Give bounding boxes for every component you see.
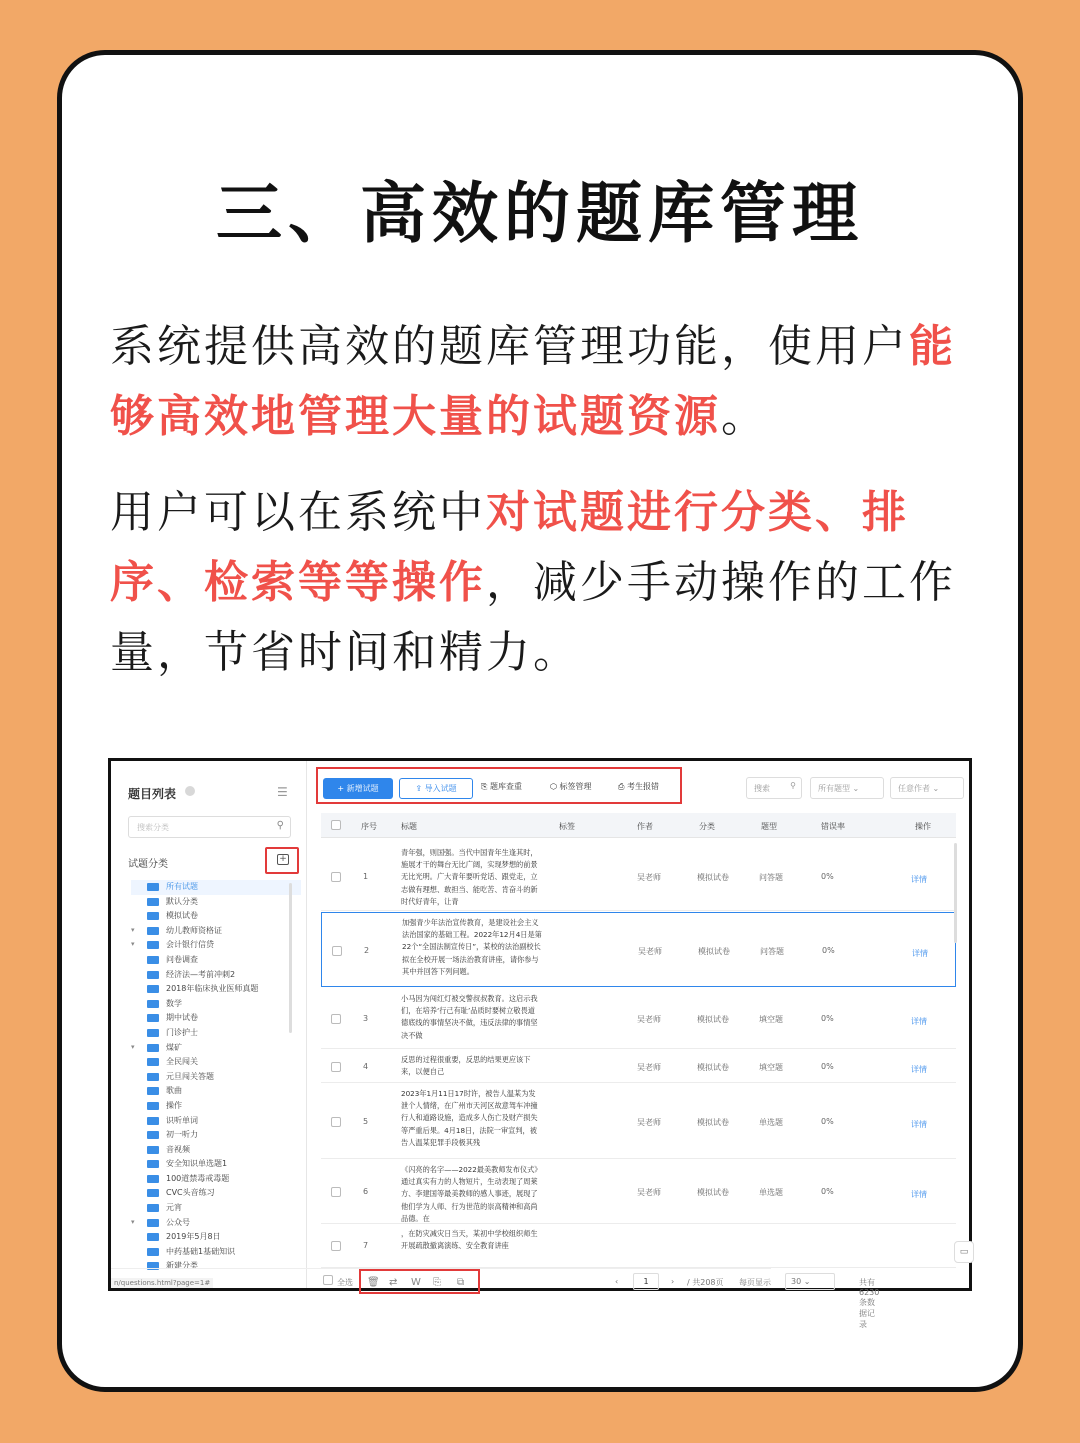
row-detail-link[interactable]: 详情	[911, 1190, 927, 1199]
add-category-button[interactable]	[265, 847, 299, 874]
table-row[interactable]	[321, 912, 956, 987]
total-records: 共有 6230 条数据记录	[859, 1278, 880, 1329]
add-question-button[interactable]: + 新增试题	[323, 778, 393, 799]
row-checkbox[interactable]	[331, 1187, 341, 1197]
header-action: 操作	[915, 822, 931, 831]
tree-item[interactable]	[131, 924, 301, 939]
intro-end: 。	[721, 391, 768, 442]
row-detail-link[interactable]: 详情	[911, 1065, 927, 1074]
tree-item-label: 所有试题	[166, 882, 198, 891]
folder-icon	[147, 927, 159, 935]
row-title[interactable]: 2023年1月11日17时许，被告人温某为发泄个人情绪，在广州市天河区故意驾车冲撞行人和道路设施，造成多人伤亡及财产损失等严重后果。4月18日，法院一审宣判，被告人温某犯罪手段极其残	[401, 1089, 538, 1147]
folder-icon	[147, 956, 159, 964]
main-panel	[316, 761, 969, 1288]
row-index: 3	[363, 1014, 369, 1023]
row-checkbox[interactable]	[332, 946, 342, 956]
intro-highlight: 能够高效地管理大量的试题资源	[110, 321, 956, 442]
tree-item-label: 门诊护士	[166, 1027, 198, 1037]
row-index: 1	[363, 872, 369, 881]
tree-item-label: 中药基础1基础知识	[166, 1246, 236, 1256]
tag-manage-button[interactable]: ⬡ 标签管理	[550, 782, 592, 791]
folder-icon	[147, 971, 159, 979]
question-search-placeholder: 搜索	[754, 784, 770, 793]
tree-item[interactable]	[131, 1026, 301, 1041]
row-type: 单选题	[759, 1118, 783, 1127]
row-error-rate: 0%	[821, 1117, 834, 1126]
tree-item-label: 歌曲	[166, 1086, 182, 1096]
search-icon[interactable]: ⚲	[276, 820, 284, 831]
question-search-input[interactable]	[746, 777, 802, 799]
tree-item-label: 安全知识单选题1	[166, 1159, 228, 1169]
sidebar-scrollbar[interactable]	[289, 883, 292, 1033]
row-error-rate: 0%	[822, 946, 835, 955]
tree-item[interactable]	[131, 1041, 301, 1056]
prev-page-button[interactable]: ‹	[615, 1277, 619, 1286]
folder-icon	[147, 1117, 159, 1125]
folder-icon	[147, 1087, 159, 1095]
add-folder-icon: +	[277, 854, 289, 865]
header-index: 序号	[361, 822, 377, 831]
page-title: 三、高效的题库管理	[216, 174, 864, 252]
tree-item[interactable]	[131, 1230, 301, 1245]
tree-item-label: 问卷调查	[166, 954, 198, 964]
folder-icon	[147, 1058, 159, 1066]
tree-item[interactable]	[131, 1245, 301, 1260]
table-row[interactable]	[321, 1160, 956, 1224]
export-icon[interactable]: ⎘	[433, 1277, 441, 1288]
tree-item[interactable]	[131, 953, 301, 968]
table-row[interactable]	[321, 989, 956, 1049]
copy-icon[interactable]: ⧉	[457, 1277, 465, 1288]
row-index: 6	[363, 1187, 369, 1196]
tree-item[interactable]	[131, 1186, 301, 1201]
folder-icon	[147, 985, 159, 993]
tree-item-label: 默认分类	[166, 896, 198, 906]
folder-icon	[147, 1248, 159, 1256]
row-index: 4	[363, 1062, 369, 1071]
tree-item[interactable]	[131, 1157, 301, 1172]
folder-icon	[147, 941, 159, 949]
status-url: n/questions.html?page=1#	[111, 1278, 213, 1288]
folder-icon	[147, 1073, 159, 1081]
folder-icon	[147, 1146, 159, 1154]
tree-item-label: 初一听力	[166, 1130, 198, 1140]
folder-icon	[147, 1233, 159, 1241]
row-category: 模拟试卷	[697, 1063, 729, 1072]
tree-item[interactable]	[131, 938, 301, 953]
tree-item-label: 期中试卷	[166, 1013, 198, 1023]
row-author: 吴老师	[637, 1015, 661, 1024]
import-questions-button[interactable]: ⇪ 导入试题	[399, 778, 473, 799]
feature-text-start: 用户可以在系统中	[110, 487, 486, 538]
tree-item[interactable]	[131, 1084, 301, 1099]
batch-actions	[359, 1269, 480, 1294]
table-row[interactable]	[321, 843, 956, 911]
row-category: 模拟试卷	[697, 1188, 729, 1197]
tree-item[interactable]	[131, 1070, 301, 1085]
tree-item-label: 模拟试卷	[166, 911, 198, 921]
expand-arrow-icon[interactable]: ▾	[131, 940, 135, 949]
tree-item-label: CVC头音练习	[166, 1188, 215, 1198]
delete-icon[interactable]: 🗑	[367, 1277, 380, 1288]
header-category: 分类	[699, 822, 715, 831]
select-all-checkbox[interactable]	[331, 820, 341, 830]
category-search-placeholder: 搜索分类	[137, 823, 169, 832]
author-filter-select[interactable]: 任意作者 ⌄	[890, 777, 964, 799]
folder-icon	[147, 1029, 159, 1037]
word-export-icon[interactable]: W	[411, 1277, 421, 1288]
help-icon[interactable]	[185, 786, 195, 796]
folder-icon	[147, 1131, 159, 1139]
folder-icon	[147, 883, 159, 891]
tree-item-label: 2018年临床执业医师真题	[166, 984, 259, 994]
header-title: 标题	[401, 822, 417, 831]
feature-text-end: ，减少手动操作的工作量，节省时间和精力。	[110, 557, 956, 678]
move-icon[interactable]: ⇄	[389, 1277, 398, 1288]
select-all-label: 全选	[337, 1278, 353, 1287]
app-screenshot	[108, 758, 972, 1329]
row-author: 吴老师	[637, 1188, 661, 1197]
table-row[interactable]	[321, 1084, 956, 1159]
category-search-input[interactable]	[128, 816, 291, 838]
tree-item[interactable]	[131, 909, 301, 924]
row-title[interactable]: 加强青少年法治宣传教育，是建设社会主义法治国家的基础工程。2022年12月4日是第22个“全国法制宣传日”，某校的法治副校长拟在全校开展一场法治教育讲座，请你参与其中并回答下列问题。	[402, 918, 542, 976]
tree-item[interactable]	[131, 1099, 301, 1114]
tree-item-label: 数学	[166, 998, 182, 1008]
row-detail-link[interactable]: 详情	[911, 1017, 927, 1026]
tree-item-label: 煤矿	[166, 1042, 182, 1052]
tree-item[interactable]	[131, 1201, 301, 1216]
page-number-input[interactable]: 1	[633, 1273, 659, 1290]
row-category: 模拟试卷	[697, 1118, 729, 1127]
tree-item[interactable]	[131, 1114, 301, 1129]
feature-highlight: 对试题进行分类、排序、检索等等操作	[110, 487, 909, 608]
folder-icon	[147, 1000, 159, 1008]
menu-icon[interactable]: ☰	[277, 785, 288, 799]
row-type: 问答题	[760, 947, 784, 956]
tree-item[interactable]	[131, 1011, 301, 1026]
row-title[interactable]: 《闪亮的名字——2022最美教师发布仪式》通过真实有力的人物短片，生动表现了周莱方、李建国等最美教师的感人事迹，展现了他们学为人师、行为世范的崇高精神和高尚品德。在	[401, 1165, 538, 1223]
feature-paragraph	[110, 478, 970, 688]
row-index: 2	[364, 946, 370, 955]
tree-item-label: 100道禁毒戒毒题	[166, 1173, 230, 1183]
tree-item[interactable]	[131, 880, 301, 895]
row-checkbox[interactable]	[331, 1062, 341, 1072]
folder-icon	[147, 1204, 159, 1212]
header-tag[interactable]: 标签	[559, 822, 575, 831]
per-page-select[interactable]: 30 ⌄	[785, 1273, 835, 1290]
table-row[interactable]	[321, 1050, 956, 1083]
tree-item-label: 会计银行信贷	[166, 940, 214, 950]
category-tree	[131, 880, 301, 1274]
row-checkbox[interactable]	[331, 1014, 341, 1024]
footer-select-all-checkbox[interactable]	[323, 1275, 333, 1285]
folder-icon	[147, 1014, 159, 1022]
row-type: 单选题	[759, 1188, 783, 1197]
expand-arrow-icon[interactable]: ▾	[131, 1217, 135, 1226]
row-title[interactable]: 反思的过程很重要，反思的结果更应该下来，以便自己	[401, 1055, 531, 1077]
sidebar-title: 题目列表	[128, 787, 177, 801]
row-author: 吴老师	[638, 947, 662, 956]
toolbar	[316, 767, 682, 804]
tree-item-label: 经济法—考前冲刺2	[166, 969, 236, 979]
row-author: 吴老师	[637, 873, 661, 882]
tree-item[interactable]	[131, 982, 301, 997]
folder-icon	[147, 1189, 159, 1197]
row-checkbox[interactable]	[331, 1241, 341, 1251]
row-detail-link[interactable]: 详情	[911, 1120, 927, 1129]
row-title[interactable]: 青年强，则国强。当代中国青年生逢其时，施展才干的舞台无比广阔，实现梦想的前景无比光明。广大青年要听党话、跟党走，立志做有理想、敢担当、能吃苦、肯奋斗的新时代好青年，让青	[401, 848, 538, 906]
sidebar	[111, 761, 307, 1288]
tree-item-label: 公众号	[166, 1217, 190, 1227]
row-index: 5	[363, 1117, 369, 1126]
tree-item-label: 识听单词	[166, 1115, 198, 1125]
next-page-button[interactable]: ›	[671, 1277, 675, 1286]
row-title[interactable]: ，在防灾减灾日当天，某初中学校组织师生开展疏散撤离演练、安全教育讲座	[401, 1229, 538, 1251]
tree-item[interactable]	[131, 1128, 301, 1143]
tree-item-label: 全民闯关	[166, 1057, 198, 1067]
row-error-rate: 0%	[821, 1014, 834, 1023]
tree-item[interactable]	[131, 895, 301, 910]
table-header	[321, 813, 956, 838]
row-author: 吴老师	[637, 1063, 661, 1072]
tree-item-label: 音视频	[166, 1144, 190, 1154]
row-checkbox[interactable]	[331, 1117, 341, 1127]
row-type: 填空题	[759, 1063, 783, 1072]
intro-paragraph	[110, 312, 970, 452]
row-category: 模拟试卷	[698, 947, 730, 956]
folder-icon	[147, 1219, 159, 1227]
chat-icon[interactable]: ▭	[954, 1241, 974, 1263]
tree-item-label: 幼儿教师资格证	[166, 925, 222, 935]
header-author: 作者	[637, 822, 653, 831]
expand-arrow-icon[interactable]: ▾	[131, 925, 135, 934]
per-page-label: 每页显示	[739, 1278, 771, 1287]
error-report-button[interactable]: ⎙ 考生报错	[618, 782, 659, 791]
folder-icon	[147, 1102, 159, 1110]
tree-item[interactable]	[131, 1055, 301, 1070]
row-checkbox[interactable]	[331, 872, 341, 882]
dedupe-button[interactable]: ⎘ 题库查重	[481, 782, 522, 791]
tree-item-label: 操作	[166, 1100, 182, 1110]
tree-item[interactable]	[131, 1143, 301, 1158]
tree-item[interactable]	[131, 1216, 301, 1231]
tree-item-label: 2019年5月8日	[166, 1232, 221, 1242]
row-category: 模拟试卷	[697, 873, 729, 882]
row-author: 吴老师	[637, 1118, 661, 1127]
row-error-rate: 0%	[821, 1187, 834, 1196]
intro-text: 系统提供高效的题库管理功能，使用户	[110, 321, 909, 372]
row-detail-link[interactable]: 详情	[911, 875, 927, 884]
folder-icon	[147, 912, 159, 920]
type-filter-select[interactable]: 所有题型 ⌄	[810, 777, 884, 799]
folder-icon	[147, 898, 159, 906]
table-scrollbar[interactable]	[954, 843, 957, 943]
folder-icon	[147, 1160, 159, 1168]
row-type: 填空题	[759, 1015, 783, 1024]
tree-item-label: 新建分类	[166, 1261, 198, 1271]
total-pages: / 共208页	[687, 1278, 724, 1287]
row-category: 模拟试卷	[697, 1015, 729, 1024]
tree-item[interactable]	[131, 1172, 301, 1187]
row-detail-link[interactable]: 详情	[912, 949, 928, 958]
header-type: 题型	[761, 822, 777, 831]
tree-item-label: 元旦闯关答题	[166, 1071, 214, 1081]
folder-icon	[147, 1175, 159, 1183]
row-error-rate: 0%	[821, 1062, 834, 1071]
tree-item-label: 元宵	[166, 1203, 182, 1213]
search-icon[interactable]: ⚲	[790, 781, 796, 790]
category-label: 试题分类	[128, 859, 168, 870]
row-error-rate: 0%	[821, 872, 834, 881]
header-error-rate[interactable]: 错误率	[821, 822, 845, 831]
row-type: 问答题	[759, 873, 783, 882]
table-footer	[111, 1268, 880, 1329]
folder-icon	[147, 1044, 159, 1052]
table-row[interactable]	[321, 1224, 956, 1268]
row-title[interactable]: 小马因为闯红灯被交警叔叔教育。这启示我们，在培养‘行己有耻’品质时要树立敬畏道德底线的事情坚决不做，违反法律的事情坚决不做	[401, 994, 538, 1040]
row-index: 7	[363, 1241, 369, 1250]
tree-item[interactable]	[131, 997, 301, 1012]
tree-item[interactable]	[131, 968, 301, 983]
expand-arrow-icon[interactable]: ▾	[131, 1042, 135, 1051]
